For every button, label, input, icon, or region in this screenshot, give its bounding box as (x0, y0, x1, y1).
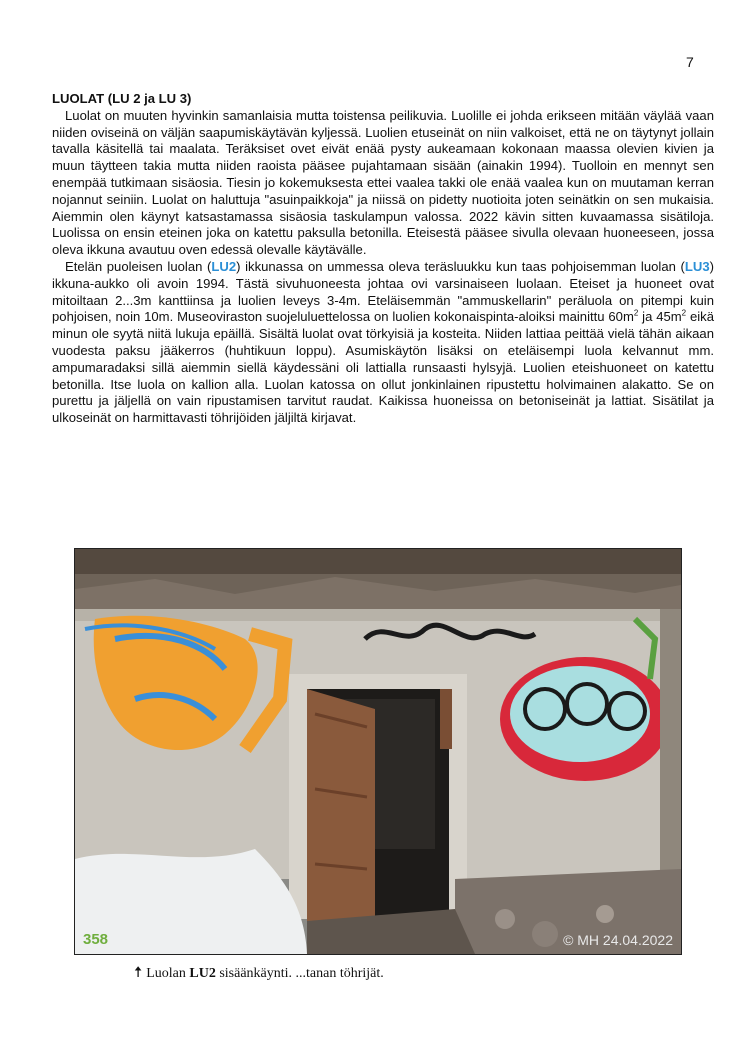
paragraph-2 (52, 259, 714, 427)
photo-caption (134, 962, 384, 987)
paragraph-2-part4: ja 45m (638, 309, 682, 325)
up-arrow-icon: 🠅 (134, 965, 143, 981)
caption-code: LU2 (189, 966, 216, 981)
superscript-2b: 2 (681, 309, 687, 318)
section-heading: LUOLAT (LU 2 ja LU 3) (52, 91, 192, 106)
photo-number: 358 (83, 931, 109, 948)
code-lu3: LU3 (684, 258, 710, 274)
paragraph-2-part3: ) ikkuna-aukko oli avoin 1994. Tästä sivuhuoneesta johtaa ovi varsinaiseen luolaan. Eteiset ja huoneet ovat mitoiltaan 2...3m kanttiinsa ja luolien leveys 3-4m. Eteläisemmän "ammuskellarin" peräluola on pitempi kuin pohjoisen, noin 10m. Museoviraston suojeluluettelossa on luolien kokonaispinta-aloiksi mainittu 60m (52, 258, 714, 325)
page-number: 7 (686, 54, 694, 70)
code-lu2: LU2 (211, 258, 237, 274)
photo-illustration (75, 549, 681, 954)
paragraph-2-part1: Etelän puoleisen luolan ( (65, 258, 212, 274)
paragraph-1: Luolat on muuten hyvinkin samanlaisia mutta toistensa peilikuvia. Luolille ei johda erikseen mitään väylää vaan niiden oviseinä on väljän saapumiskäytävän kyljessä. Luolien etuseinät on niin valkoiset, että ne on täytynyt jollain tavalla käsitellä tai maalata. Teräksiset ovet eivät enää pysty aukeamaan kokonaan maassa olevien kivien ja muun täytteen takia mutta niiden raoista pääsee pujahtamaan sisään (ainakin 1994). Tuolloin en mennyt sen enempää tutkimaan sisäosia. Tiesin jo kokemuksesta ettei vaalea takki ole enää vaalea kun on muutaman kerran nojannut seiniin. Luolat on haluttuja "asuinpaikkoja" ja niissä on pidetty nuotioita joten seinätkin on sen mukaisia. Aiemmin olen käynyt katsastamassa sisäosia taskulampun valossa. 2022 kävin sitten kuvaamassa sisätiloja. Luolissa on ensin eteinen joka on katettu paksulla betonilla. Eteisestä pääsee sivulla olevaan huoneeseen, jossa oleva ikkuna avautuu oven edessä olevalle käytävälle. (52, 107, 714, 258)
caption-text-before: Luolan (146, 966, 190, 981)
paragraph-2-part5: eikä minun ole syytä niitä lukuja epäillä. Sisältä luolat ovat törkyisiä ja kosteita. Niiden lattiaa peittää vielä tähän aikaan vuodesta paksu jääkerros (huhtikuun loppu). Asumiskäytön lisäksi on eteläisempi luola kelvannut mm. ampumaradaksi sillä aiemmin siellä käydessäni oli lattialla runsaasti hylsyjä. Luolien eteishuoneet on katettu betonilla. Itse luola on kallion alla. Luolan katossa on ollut jonkinlainen ripustettu holvimainen alakatto. Se on purettu ja jäljellä on vain ripustamisen tarvitut raudat. Kaikissa huoneissa on betoniseinät ja lattiat. Sisätilat ja ulkoseinät on harmittavasti töhrijöiden jäljiltä kirjavat. (52, 309, 714, 426)
document-body (52, 91, 714, 427)
rusty-door (307, 689, 375, 921)
cave-entrance-photo (74, 548, 682, 955)
superscript-2: 2 (633, 309, 639, 318)
caption-text-after: sisäänkäynti. ...tanan töhrijät. (215, 966, 384, 981)
paragraph-2-part2: ) ikkunassa on ummessa oleva teräsluukku kun taas pohjoisemman luolan ( (236, 258, 685, 274)
photo-credit: © MH 24.04.2022 (563, 932, 673, 948)
